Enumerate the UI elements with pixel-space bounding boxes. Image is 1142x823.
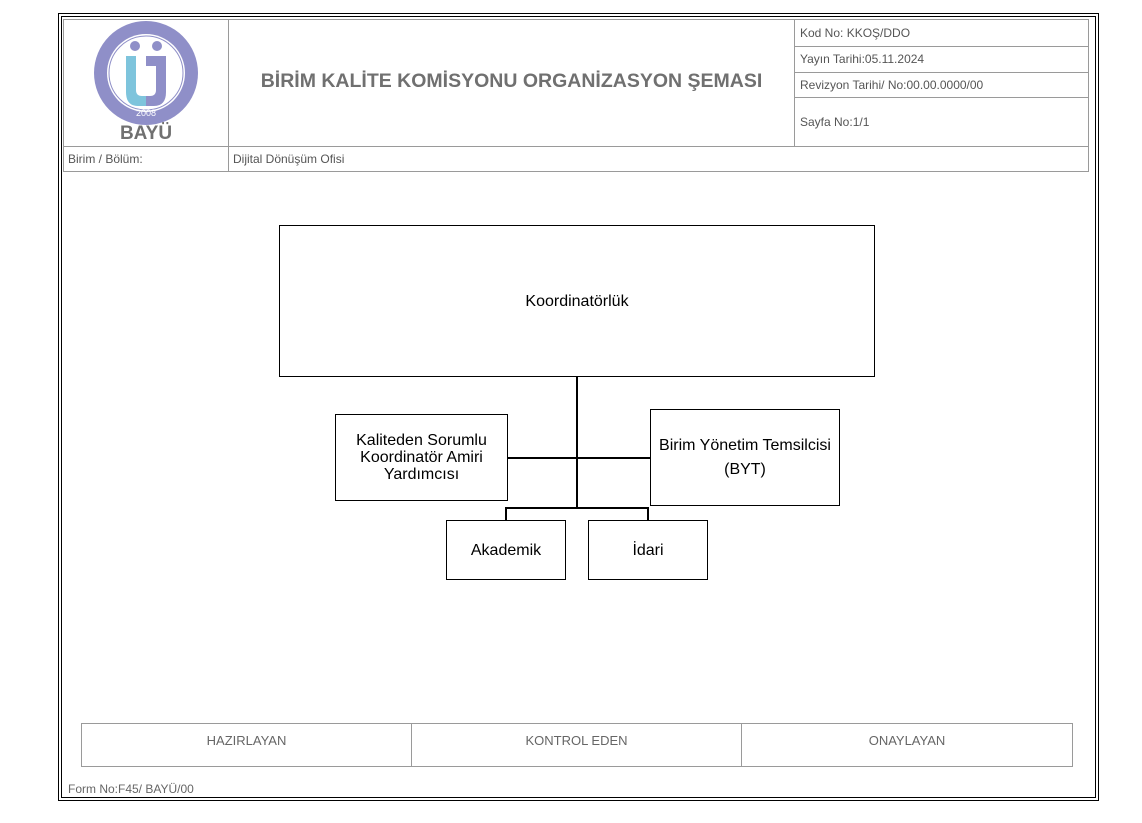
form-number: Form No:F45/ BAYÜ/00 — [68, 782, 194, 796]
svg-text:2008: 2008 — [135, 108, 157, 118]
code-number: Kod No: KKOŞ/DDO — [800, 26, 911, 40]
org-box-coordinator-label: Koordinatörlük — [525, 292, 629, 310]
org-box-administrative-label: İdari — [632, 541, 664, 559]
publish-date: Yayın Tarihi:05.11.2024 — [800, 52, 925, 66]
page-number: Sayfa No:1/1 — [800, 115, 870, 129]
document-title: BİRİM KALİTE KOMİSYONU ORGANİZASYON ŞEMASI — [260, 70, 763, 92]
signature-prepared: HAZIRLAYAN — [206, 733, 287, 748]
revision-info: Revizyon Tarihi/ No:00.00.0000/00 — [800, 78, 984, 92]
org-box-academic-label: Akademik — [470, 541, 542, 559]
signature-approved: ONAYLAYAN — [868, 733, 946, 748]
page-frame-inner — [61, 16, 1096, 798]
university-logo — [90, 20, 202, 126]
org-box-deputy — [335, 414, 508, 501]
org-box-byt — [650, 409, 840, 506]
org-box-deputy-line2: Koordinatör Amiri — [360, 449, 483, 466]
unit-label: Birim / Bölüm: — [68, 152, 143, 166]
logo-text: BAYÜ — [119, 123, 173, 144]
org-box-academic — [446, 520, 566, 580]
org-box-deputy-line1: Kaliteden Sorumlu — [356, 432, 487, 449]
org-box-byt-line2: (BYT) — [724, 460, 766, 478]
org-box-administrative — [588, 520, 708, 580]
unit-value: Dijital Dönüşüm Ofisi — [233, 152, 345, 166]
org-box-deputy-line3: Yardımcısı — [383, 466, 460, 483]
signature-checked: KONTROL EDEN — [525, 733, 628, 748]
org-box-coordinator — [279, 225, 875, 377]
org-box-byt-line1: Birim Yönetim Temsilcisi — [659, 436, 831, 454]
